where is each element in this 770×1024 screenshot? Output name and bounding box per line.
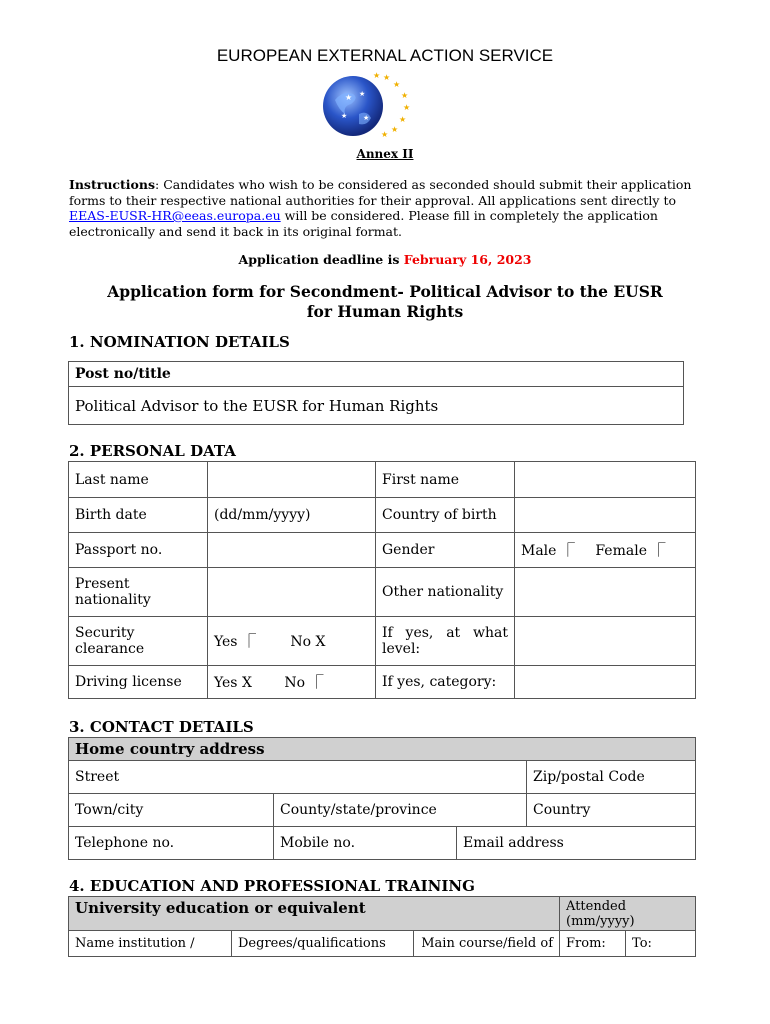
driving-license-field xyxy=(208,666,376,699)
first-name-label: First name xyxy=(376,462,515,498)
birth-date-label: Birth date xyxy=(69,498,208,533)
mobile-field[interactable]: Mobile no. xyxy=(274,827,457,860)
university-header: University education or equivalent xyxy=(69,897,560,931)
street-field[interactable]: Street xyxy=(69,761,527,794)
other-nationality-label: Other nationality xyxy=(376,568,515,617)
driving-license-label: Driving license xyxy=(69,666,208,699)
application-deadline xyxy=(0,252,770,267)
nomination-table xyxy=(68,361,684,425)
attended-header: Attended (mm/yyyy) xyxy=(560,897,696,931)
passport-label: Passport no. xyxy=(69,533,208,568)
male-label: Male xyxy=(521,543,557,559)
email-field[interactable]: Email address xyxy=(457,827,696,860)
section-3-heading: 3. CONTACT DETAILS xyxy=(69,718,254,736)
form-title-line-2: for Human Rights xyxy=(306,302,464,321)
deadline-date: February 16, 2023 xyxy=(403,252,532,267)
home-address-header: Home country address xyxy=(69,738,696,761)
zip-field[interactable]: Zip/postal Code xyxy=(527,761,696,794)
passport-field[interactable] xyxy=(208,533,376,568)
instructions-text: : Candidates who wish to be considered as seconded should submit their application forms to their respective national authorities for their approval. All applications sent directly to xyxy=(69,177,692,208)
gender-label: Gender xyxy=(376,533,515,568)
svg-text:★: ★ xyxy=(403,103,411,112)
post-value[interactable]: Political Advisor to the EUSR for Human Rights xyxy=(69,387,684,425)
male-checkbox[interactable]: ⎾ xyxy=(560,543,575,559)
form-title-line-1: Application form for Secondment- Political Advisor to the EUSR xyxy=(107,282,663,301)
last-name-label: Last name xyxy=(69,462,208,498)
header-title: EUROPEAN EXTERNAL ACTION SERVICE xyxy=(216,46,554,65)
security-clearance-label: Security clearance xyxy=(69,617,208,666)
country-of-birth-field[interactable] xyxy=(515,498,696,533)
degrees-column: Degrees/qualifications xyxy=(232,931,414,957)
eeas-logo xyxy=(315,70,425,140)
svg-text:★: ★ xyxy=(373,71,381,80)
security-level-field[interactable] xyxy=(515,617,696,666)
svg-text:★: ★ xyxy=(401,91,409,100)
telephone-field[interactable]: Telephone no. xyxy=(69,827,274,860)
driving-yes-checkbox[interactable]: X xyxy=(241,675,252,691)
svg-text:★: ★ xyxy=(363,114,370,122)
security-no-checkbox[interactable]: X xyxy=(315,634,326,650)
present-nationality-label: Present nationality xyxy=(69,568,208,617)
gender-field xyxy=(515,533,696,568)
section-2-heading: 2. PERSONAL DATA xyxy=(69,442,236,460)
county-field[interactable]: County/state/province xyxy=(274,794,527,827)
security-yes-checkbox[interactable]: ⎾ xyxy=(241,634,256,650)
last-name-field[interactable] xyxy=(208,462,376,498)
section-4-heading: 4. EDUCATION AND PROFESSIONAL TRAINING xyxy=(69,877,475,895)
to-column: To: xyxy=(626,931,696,957)
post-label: Post no/title xyxy=(69,362,684,387)
main-course-column: Main course/field of xyxy=(414,931,560,957)
svg-text:★: ★ xyxy=(381,130,389,139)
driving-category-label: If yes, category: xyxy=(376,666,515,699)
driving-no-checkbox[interactable]: ⎾ xyxy=(309,675,324,691)
svg-text:★: ★ xyxy=(345,93,353,102)
country-of-birth-label: Country of birth xyxy=(376,498,515,533)
svg-text:★: ★ xyxy=(383,73,391,82)
present-nationality-field[interactable] xyxy=(208,568,376,617)
personal-data-table xyxy=(68,461,696,699)
security-yes-label: Yes xyxy=(214,634,238,650)
svg-text:★: ★ xyxy=(391,125,399,134)
female-checkbox[interactable]: ⎾ xyxy=(651,543,666,559)
driving-yes-label: Yes xyxy=(214,675,238,691)
svg-text:★: ★ xyxy=(341,112,348,120)
section-1-heading: 1. NOMINATION DETAILS xyxy=(69,333,290,351)
form-title xyxy=(0,282,770,322)
deadline-label: Application deadline is xyxy=(238,252,404,267)
instructions-text-2: will be considered. Please fill in completely the application electronically and send it back in its original format. xyxy=(69,208,658,239)
svg-text:★: ★ xyxy=(393,80,401,89)
email-link[interactable]: EEAS-EUSR-HR@eeas.europa.eu xyxy=(69,208,281,223)
security-no-label: No xyxy=(290,634,312,650)
driving-no-label: No xyxy=(284,675,306,691)
security-level-label: If yes, at what level: xyxy=(376,617,515,666)
town-field[interactable]: Town/city xyxy=(69,794,274,827)
education-table xyxy=(68,896,696,957)
instructions xyxy=(69,177,709,239)
svg-text:★: ★ xyxy=(359,90,366,98)
security-clearance-field xyxy=(208,617,376,666)
other-nationality-field[interactable] xyxy=(515,568,696,617)
birth-date-field[interactable]: (dd/mm/yyyy) xyxy=(208,498,376,533)
female-label: Female xyxy=(595,543,647,559)
institution-column: Name institution / xyxy=(69,931,232,957)
annex-label: Annex II xyxy=(356,147,414,161)
country-field[interactable]: Country xyxy=(527,794,696,827)
first-name-field[interactable] xyxy=(515,462,696,498)
instructions-label: Instructions xyxy=(69,177,156,192)
svg-text:★: ★ xyxy=(399,115,407,124)
from-column: From: xyxy=(560,931,626,957)
contact-table xyxy=(68,737,696,860)
driving-category-field[interactable] xyxy=(515,666,696,699)
